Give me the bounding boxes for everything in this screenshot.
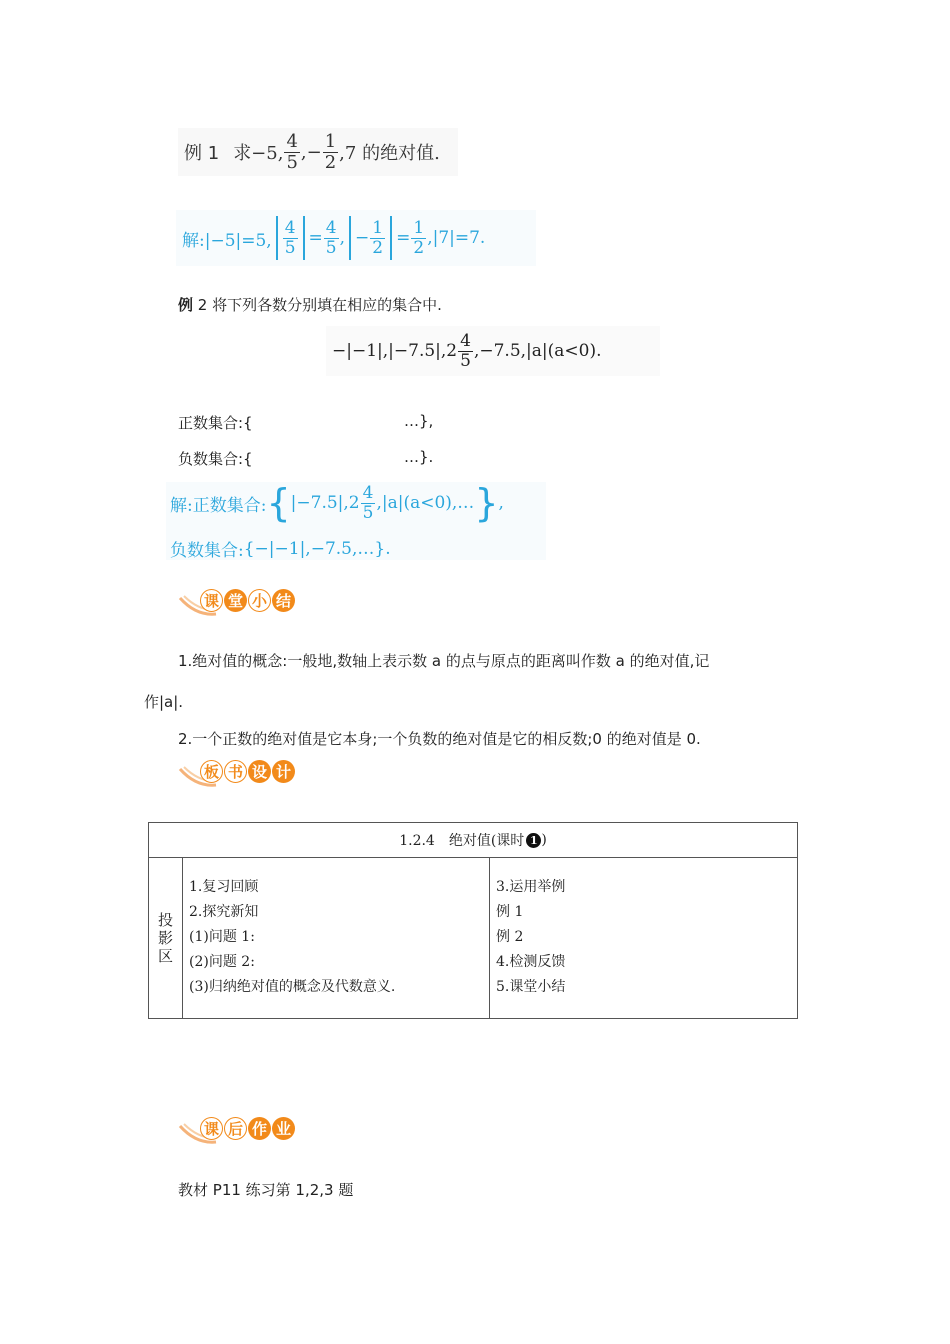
left-brace: { [266,481,291,525]
list-item: (3)归纳绝对值的概念及代数意义. [189,979,396,995]
list-item: 2.探究新知 [189,904,259,920]
right-brace: } [474,481,499,525]
section-board-header [178,757,291,791]
board-left-column [189,875,395,1000]
example-1-prefix: 求−5, [233,143,284,164]
negative-set-blank: 负数集合:{ …}. [178,448,434,468]
section-summary-header [178,586,291,620]
fraction: $\frac{4}{5}$ [460,330,471,371]
section-badge: 设 [248,760,271,783]
list-item: 5.课堂小结 [496,979,566,995]
example-2-label: 例 [178,296,194,314]
solution-2-image [166,482,546,560]
equals: = [396,228,411,248]
column-divider [489,857,490,1019]
separator: , [339,228,346,248]
solution-1-tail: ,|7|=7. [427,228,486,248]
example-1-image [178,128,458,176]
example-2-number-list: −|−1|,|−7.5|,2 $\frac{4}{5}$ ,−7.5,|a|(a<0). [326,326,660,376]
board-design-table [148,822,798,1019]
fraction: $\frac{4}{5}$ [362,482,374,523]
abs-bar [390,216,392,260]
section-badge: 计 [272,760,295,783]
example-1-label: 例 1 [184,143,220,164]
section-badge: 小 [248,589,271,612]
list-item: 1.复习回顾 [189,879,259,895]
list-item: 例 1 [496,904,524,920]
projection-area-label: 投 影 区 [149,857,183,1019]
section-badge: 课 [200,589,223,612]
abs-bar [349,216,351,260]
list-item: (1)问题 1: [189,929,255,945]
list-item: 例 2 [496,929,524,945]
section-badge: 书 [224,760,247,783]
summary-point-1-cont: 作|a|. [144,693,184,711]
section-badge: 结 [272,589,295,612]
solution-2-positive: 解:正数集合: { |−7.5|,2 $\frac{4}{5}$ ,|a|(a<0),… } , [170,481,504,525]
list-item: 3.运用举例 [496,879,566,895]
fraction: $\frac{1}{2}$ [324,130,337,173]
lesson-number-badge: 1 [526,833,541,848]
list-item: (2)问题 2: [189,954,255,970]
solution-1-image [176,210,536,266]
fraction: $\frac{4}{5}$ [325,217,337,258]
fraction: $\frac{4}{5}$ [284,217,296,258]
section-badge: 作 [248,1117,271,1140]
example-1-suffix: ,7 的绝对值. [339,143,440,164]
fraction: $\frac{1}{2}$ [372,217,384,258]
section-badge: 板 [200,760,223,783]
section-badge: 课 [200,1117,223,1140]
fraction: $\frac{1}{2}$ [413,217,425,258]
abs-bar [303,216,305,260]
summary-point-2: 2.一个正数的绝对值是它本身;一个负数的绝对值是它的相反数;0 的绝对值是 0. [178,730,701,748]
section-badge: 业 [272,1117,295,1140]
board-right-column [496,875,565,1000]
equals: = [308,228,323,248]
fraction: $\frac{4}{5}$ [286,130,298,173]
abs-bar [276,216,278,260]
section-badge: 后 [224,1117,247,1140]
section-homework-header [178,1114,291,1148]
homework-text: 教材 P11 练习第 1,2,3 题 [178,1181,354,1199]
summary-point-1: 1.绝对值的概念:一般地,数轴上表示数 a 的点与原点的距离叫作数 a 的绝对值,记 [178,652,710,670]
board-table-title: 1.2.4 绝对值(课时 1 ) [149,823,797,858]
example-2-title: 例 2 将下列各数分别填在相应的集合中. [178,296,442,314]
list-item: 4.检测反馈 [496,954,566,970]
section-badge: 堂 [224,589,247,612]
solution-1-lead: 解:|−5|=5, [182,230,272,251]
negative-sign: − [355,228,370,248]
positive-set-blank: 正数集合:{ …}, [178,412,434,432]
separator: ,− [300,141,322,163]
solution-2-negative: 负数集合: {−|−1|,−7.5,…}. [170,538,391,561]
